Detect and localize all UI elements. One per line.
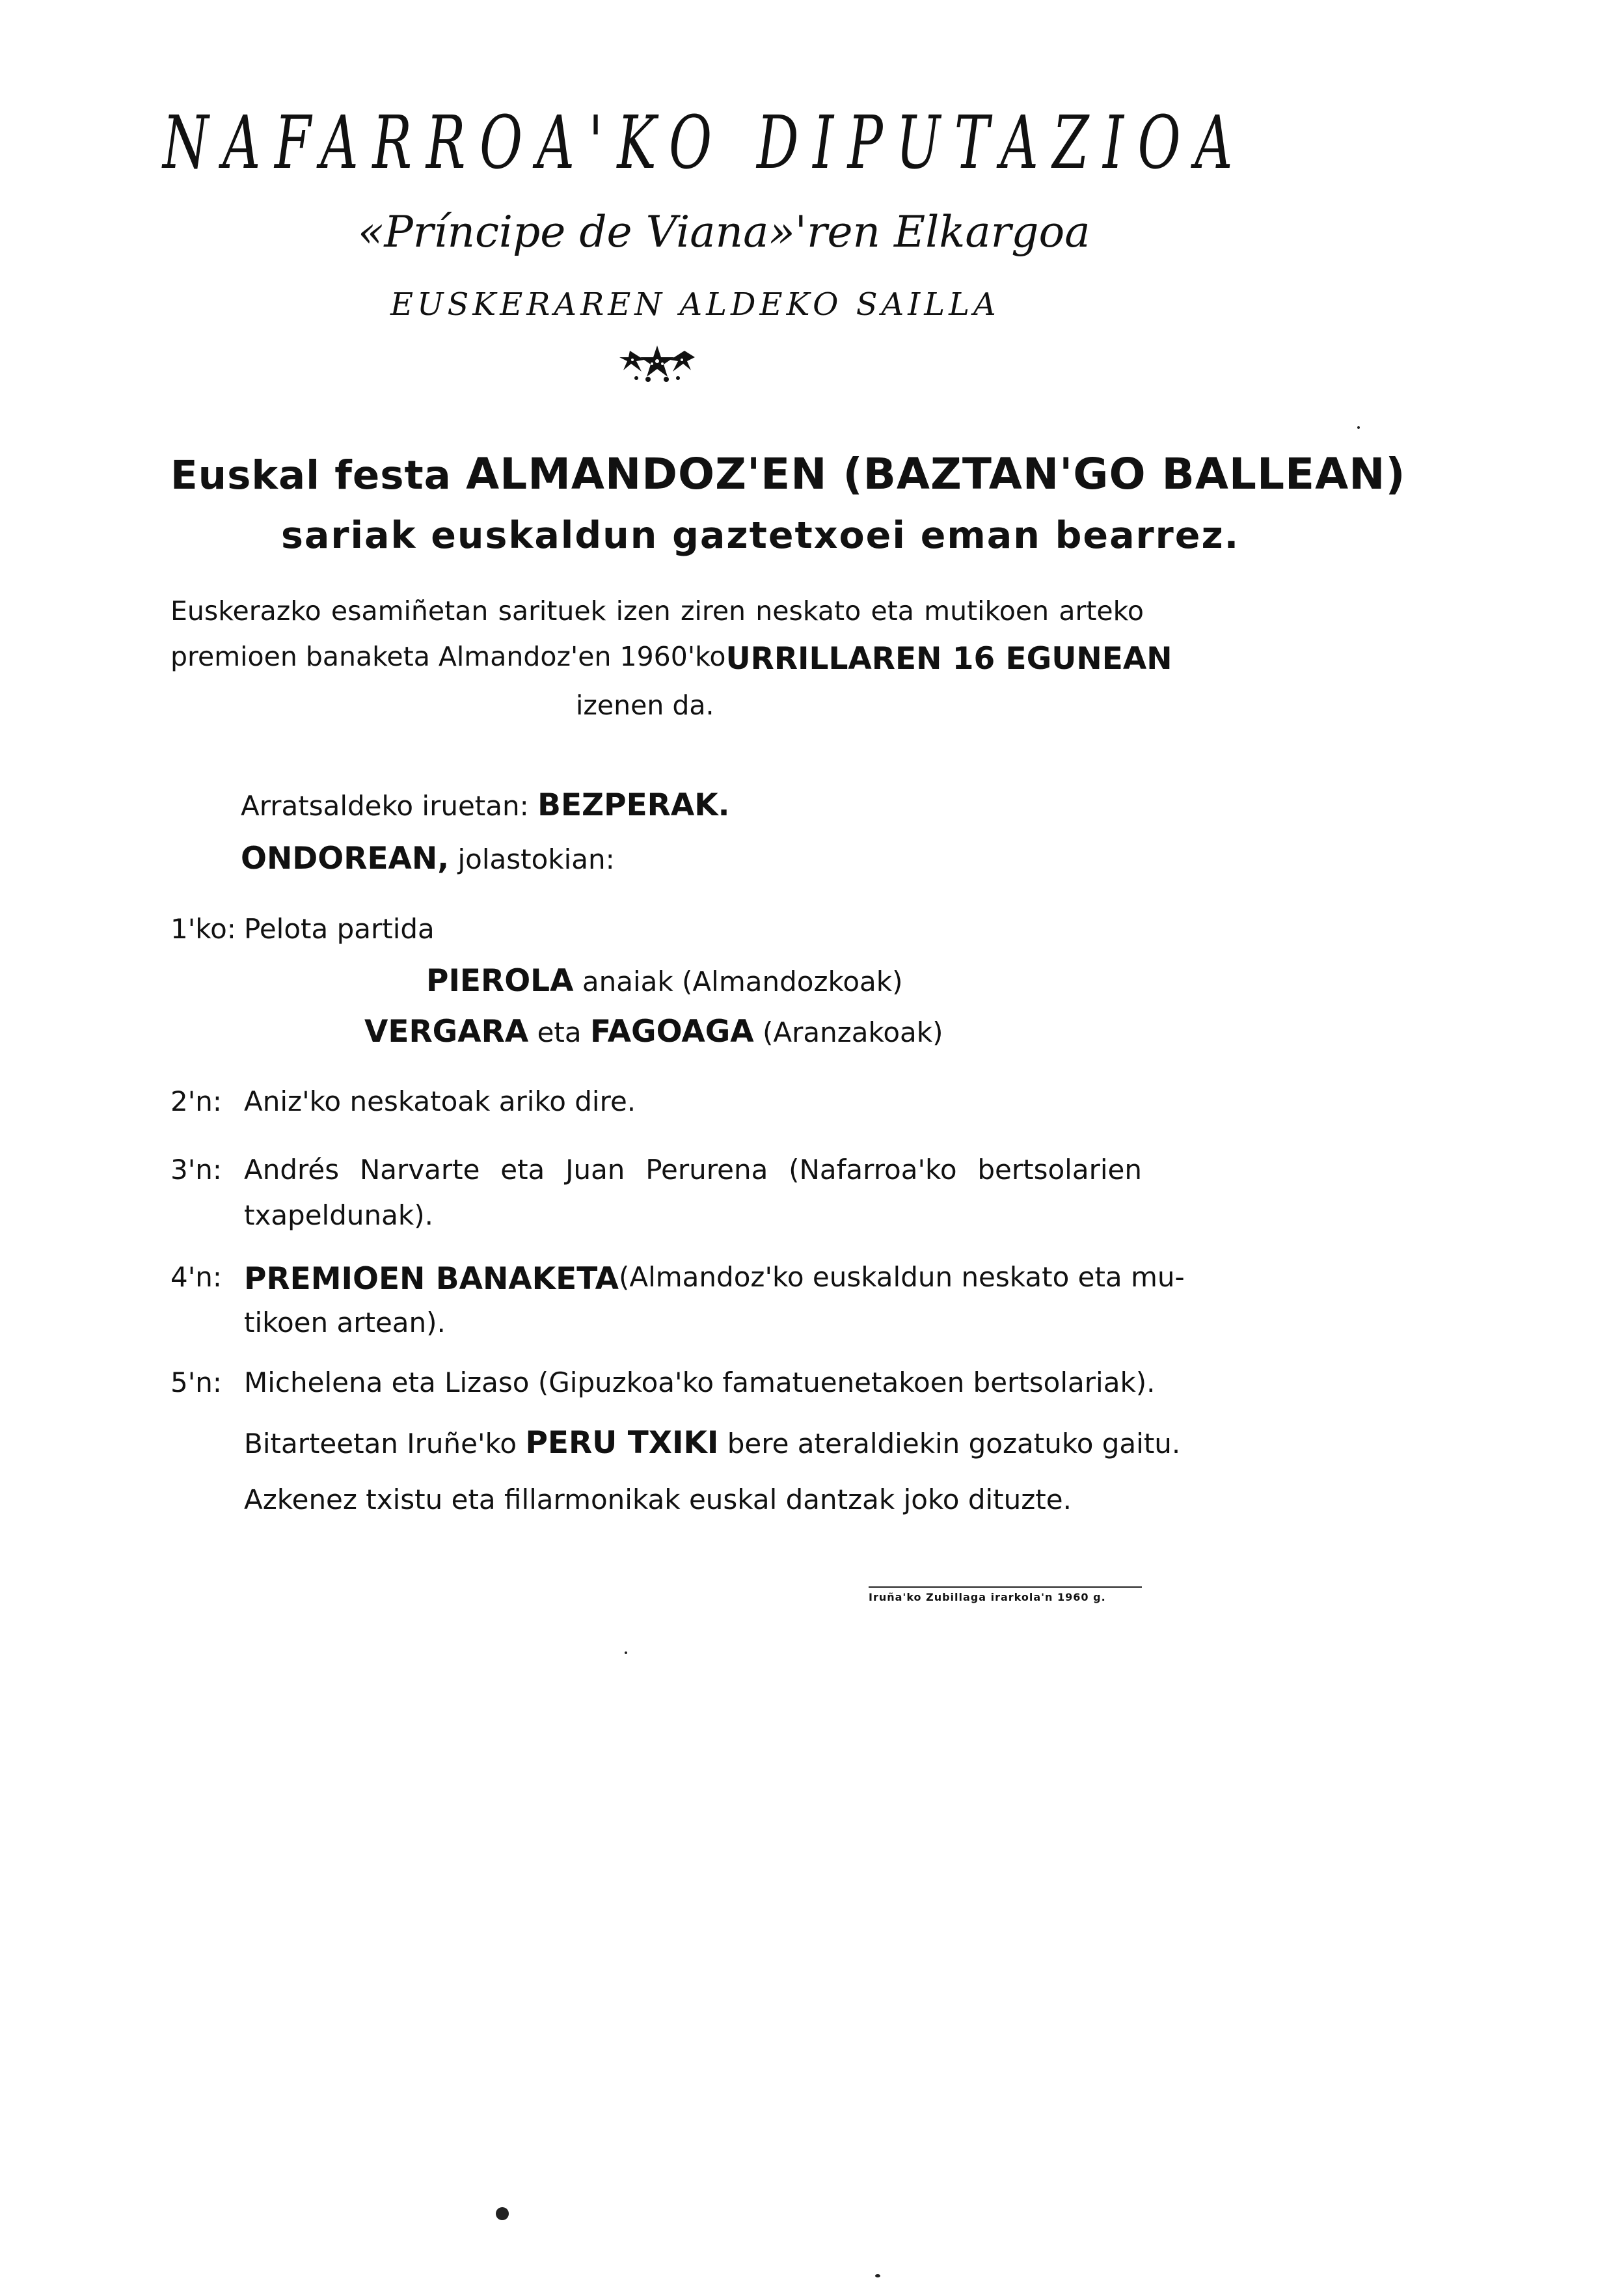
ink-spot xyxy=(625,1651,627,1654)
program-item-text xyxy=(244,1154,1142,1186)
program-item-text: tikoen artean). xyxy=(244,1307,446,1338)
intro-word: ziren xyxy=(680,595,746,627)
program-item-text: Azkenez txistu eta fillarmonikak euskal dantzak joko dituzte. xyxy=(244,1484,1072,1515)
program-item-text: Pelota partida xyxy=(244,913,435,945)
page-title: NAFARROA'KO DIPUTAZIOA xyxy=(163,101,1247,185)
prize-giving-label: PREMIOEN BANAKETA xyxy=(244,1261,619,1297)
intro-text: premioen banaketa Almandoz'en 1960'ko xyxy=(170,641,726,672)
intro-word: mutikoen xyxy=(924,595,1049,627)
program-item-text: Aniz'ko neskatoak ariko dire. xyxy=(244,1085,636,1117)
program-item-text xyxy=(244,1425,1180,1461)
item-word: (Nafarroa'ko xyxy=(789,1154,957,1186)
program-after xyxy=(241,841,615,876)
imprint-divider xyxy=(869,1586,1142,1588)
item-detail: bere ateraldiekin gozatuko gaitu. xyxy=(727,1428,1181,1460)
program-item-number: 1'ko: xyxy=(170,913,236,945)
event-heading-place: ALMANDOZ'EN (BAZTAN'GO BALLEAN) xyxy=(466,449,1406,499)
team-conjunction: eta xyxy=(537,1016,582,1048)
event-date: URRILLAREN 16 EGUNEAN xyxy=(725,641,1172,677)
intro-line xyxy=(170,595,1144,627)
vespers-label: Arratsaldeko iruetan: xyxy=(241,790,529,822)
team-name: PIEROLA xyxy=(426,963,574,999)
vespers-value: BEZPERAK. xyxy=(537,787,730,823)
program-item-number: 2'n: xyxy=(170,1085,223,1117)
event-heading xyxy=(170,449,1406,499)
event-heading-prefix: Euskal festa xyxy=(170,452,452,498)
match-team xyxy=(364,1014,943,1050)
team-name: VERGARA xyxy=(364,1014,529,1050)
printer-imprint: Iruña'ko Zubillaga irarkola'n 1960 g. xyxy=(869,1591,1106,1603)
intro-word: izen xyxy=(616,595,671,627)
program-item-text: Michelena eta Lizaso (Gipuzkoa'ko famatuenetakoen bertsolariak). xyxy=(244,1366,1156,1398)
ink-spot xyxy=(1357,426,1360,429)
program-item-text xyxy=(244,1261,1185,1297)
intro-word: arteko xyxy=(1059,595,1144,627)
intro-word: eta xyxy=(871,595,914,627)
item-word: Perurena xyxy=(645,1154,768,1186)
intro-word: sarituek xyxy=(498,595,606,627)
ink-spot xyxy=(496,2207,509,2220)
program-item-number: 5'n: xyxy=(170,1366,223,1398)
program-item-number: 4'n: xyxy=(170,1261,223,1293)
item-detail: Bitarteetan Iruñe'ko xyxy=(244,1428,517,1460)
intro-line: izenen da. xyxy=(576,690,714,721)
page-subtitle: «Príncipe de Viana»'ren Elkargoa xyxy=(358,207,1090,257)
after-rest: jolastokian: xyxy=(457,843,615,875)
item-word: Andrés xyxy=(244,1154,340,1186)
item-word: bertsolarien xyxy=(977,1154,1142,1186)
intro-line xyxy=(170,641,1172,677)
ink-spot xyxy=(875,2274,880,2277)
program-item-text: txapeldunak). xyxy=(244,1199,433,1231)
intro-word: Euskerazko xyxy=(170,595,321,627)
item-detail: (Almandoz'ko euskaldun neskato eta mu- xyxy=(618,1261,1185,1293)
intro-word: esamiñetan xyxy=(331,595,489,627)
item-word: Juan xyxy=(565,1154,625,1186)
match-team xyxy=(426,963,902,999)
performer-name: PERU TXIKI xyxy=(525,1425,719,1461)
team-detail: anaiak (Almandozkoak) xyxy=(582,966,903,998)
program-item-number: 3'n: xyxy=(170,1154,223,1186)
after-label: ONDOREAN, xyxy=(241,841,450,876)
department-name: EUSKERAREN ALDEKO SAILLA xyxy=(390,286,1000,323)
star-ornament-icon xyxy=(618,342,696,387)
team-name: FAGOAGA xyxy=(589,1014,754,1050)
item-word: eta xyxy=(500,1154,545,1186)
program-vespers xyxy=(241,787,730,823)
event-subheading: sariak euskaldun gaztetxoei eman bearrez. xyxy=(281,514,1240,557)
item-word: Narvarte xyxy=(359,1154,480,1186)
intro-word: neskato xyxy=(755,595,861,627)
team-detail: (Aranzakoak) xyxy=(763,1016,943,1048)
